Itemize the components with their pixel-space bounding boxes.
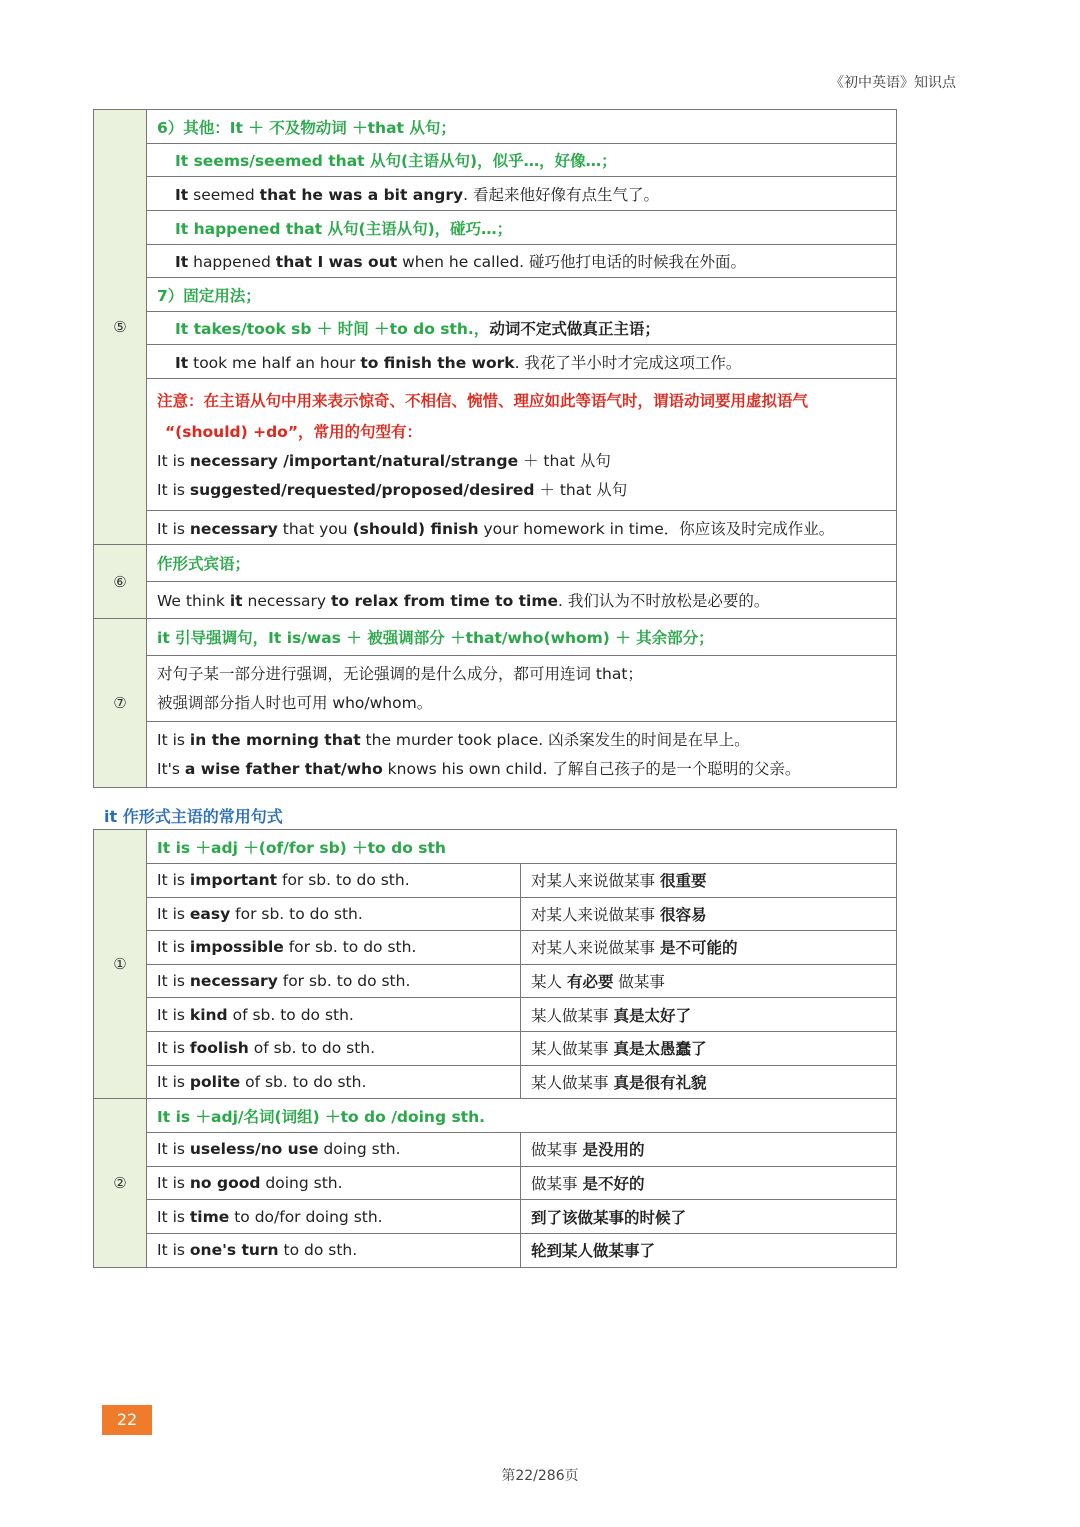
rule-heading: it 引导强调句，It is/was ＋ 被强调部分 ＋that/who(whom) ＋ 其余部分；	[147, 619, 897, 656]
table-row	[94, 345, 897, 379]
table-row	[94, 864, 897, 898]
english-pattern: It is necessary for sb. to do sth.	[147, 964, 521, 998]
pattern-line: It takes/took sb ＋ 时间 ＋to do sth.，动词不定式做真正主语；	[147, 312, 897, 345]
pattern-heading: It is ＋adj/名词(词组) ＋to do /doing sth.	[147, 1099, 897, 1133]
chinese-meaning: 某人做某事 真是很有礼貌	[521, 1065, 897, 1099]
chinese-meaning: 做某事 是没用的	[521, 1133, 897, 1167]
pattern-heading: It is ＋adj ＋(of/for sb) ＋to do sth	[147, 830, 897, 864]
english-pattern: It is useless/no use doing sth.	[147, 1133, 521, 1167]
pattern-line: It seems/seemed that 从句(主语从句)，似乎…，好像…；	[147, 144, 897, 177]
table-row	[94, 1099, 897, 1133]
pattern-line: It happened that 从句(主语从句)，碰巧…；	[147, 211, 897, 245]
table-row	[94, 1233, 897, 1267]
table-row	[94, 511, 897, 545]
english-pattern: It is easy for sb. to do sth.	[147, 897, 521, 931]
table-row	[94, 144, 897, 177]
chinese-meaning: 某人做某事 真是太愚蠢了	[521, 1031, 897, 1065]
example-sentence: It took me half an hour to finish the work. 我花了半小时才完成这项工作。	[147, 345, 897, 379]
table-row	[94, 830, 897, 864]
rule-heading: 7）固定用法；	[147, 278, 897, 312]
example-sentence: It seemed that he was a bit angry. 看起来他好像有点生气了。	[147, 177, 897, 211]
example-sentence: It is in the morning that the murder took place. 凶杀案发生的时间是在早上。	[157, 730, 750, 749]
table-row	[94, 1166, 897, 1200]
example-sentence: It is necessary that you (should) finish your homework in time．你应该及时完成作业。	[147, 511, 897, 545]
table-row	[94, 245, 897, 278]
section-number: ①	[94, 830, 147, 1099]
table-row	[94, 656, 897, 722]
english-pattern: It is important for sb. to do sth.	[147, 864, 521, 898]
table-row	[94, 312, 897, 345]
example-sentence: It's a wise father that/who knows his own child. 了解自己孩子的是一个聪明的父亲。	[157, 759, 801, 778]
table-row	[94, 722, 897, 788]
pattern-line: It is necessary /important/natural/strange ＋ that 从句	[157, 451, 611, 470]
explanation	[147, 656, 897, 722]
table-row	[94, 619, 897, 656]
example-sentence: We think it necessary to relax from time to time. 我们认为不时放松是必要的。	[147, 582, 897, 619]
chinese-meaning: 对某人来说做某事 很重要	[521, 864, 897, 898]
rule-heading: 作形式宾语；	[147, 545, 897, 582]
table-row	[94, 1200, 897, 1234]
usage-table-top	[93, 109, 897, 788]
section-number: ⑥	[94, 545, 147, 619]
chinese-meaning: 某人做某事 真是太好了	[521, 998, 897, 1032]
english-pattern: It is impossible for sb. to do sth.	[147, 931, 521, 965]
section-number: ⑤	[94, 110, 147, 545]
table-row	[94, 897, 897, 931]
example-block	[147, 722, 897, 788]
chinese-meaning: 对某人来说做某事 是不可能的	[521, 931, 897, 965]
formal-subject-table	[93, 829, 897, 1268]
table-row	[94, 931, 897, 965]
pattern-line: It is suggested/requested/proposed/desired ＋ that 从句	[157, 480, 628, 499]
chinese-meaning: 某人 有必要 做某事	[521, 964, 897, 998]
section-number: ⑦	[94, 619, 147, 788]
rule-heading: 6）其他：It ＋ 不及物动词 ＋that 从句；	[147, 110, 897, 144]
table-row	[94, 998, 897, 1032]
page-number-badge: 22	[102, 1405, 152, 1435]
example-sentence: It happened that I was out when he called. 碰巧他打电话的时候我在外面。	[147, 245, 897, 278]
page-counter: 第22/286页	[501, 1468, 579, 1484]
english-pattern: It is kind of sb. to do sth.	[147, 998, 521, 1032]
table-row	[94, 110, 897, 144]
english-pattern: It is time to do/for doing sth.	[147, 1200, 521, 1234]
english-pattern: It is foolish of sb. to do sth.	[147, 1031, 521, 1065]
table-row	[94, 177, 897, 211]
table-row	[94, 278, 897, 312]
table-row	[94, 582, 897, 619]
chinese-meaning: 对某人来说做某事 很容易	[521, 897, 897, 931]
book-title: 《初中英语》知识点	[830, 75, 956, 91]
table-row	[94, 211, 897, 245]
chinese-meaning: 做某事 是不好的	[521, 1166, 897, 1200]
chinese-meaning: 到了该做某事的时候了	[521, 1200, 897, 1234]
table-row	[94, 545, 897, 582]
table-row	[94, 379, 897, 511]
english-pattern: It is polite of sb. to do sth.	[147, 1065, 521, 1099]
table-row	[94, 964, 897, 998]
chinese-meaning: 轮到某人做某事了	[521, 1233, 897, 1267]
section-number: ②	[94, 1099, 147, 1267]
note-line: “(should) +do”，常用的句型有：	[165, 422, 423, 441]
explanation-line: 对句子某一部分进行强调，无论强调的是什么成分，都可用连词 that；	[157, 664, 643, 683]
note-block	[147, 379, 897, 511]
table-row	[94, 1065, 897, 1099]
english-pattern: It is one's turn to do sth.	[147, 1233, 521, 1267]
english-pattern: It is no good doing sth.	[147, 1166, 521, 1200]
explanation-line: 被强调部分指人时也可用 who/whom。	[157, 693, 433, 712]
section-subtitle: it 作形式主语的常用句式	[104, 807, 283, 826]
table-row	[94, 1031, 897, 1065]
table-row	[94, 1133, 897, 1167]
note-line: 注意：在主语从句中用来表示惊奇、不相信、惋惜、理应如此等语气时，谓语动词要用虚拟语气	[157, 391, 809, 410]
